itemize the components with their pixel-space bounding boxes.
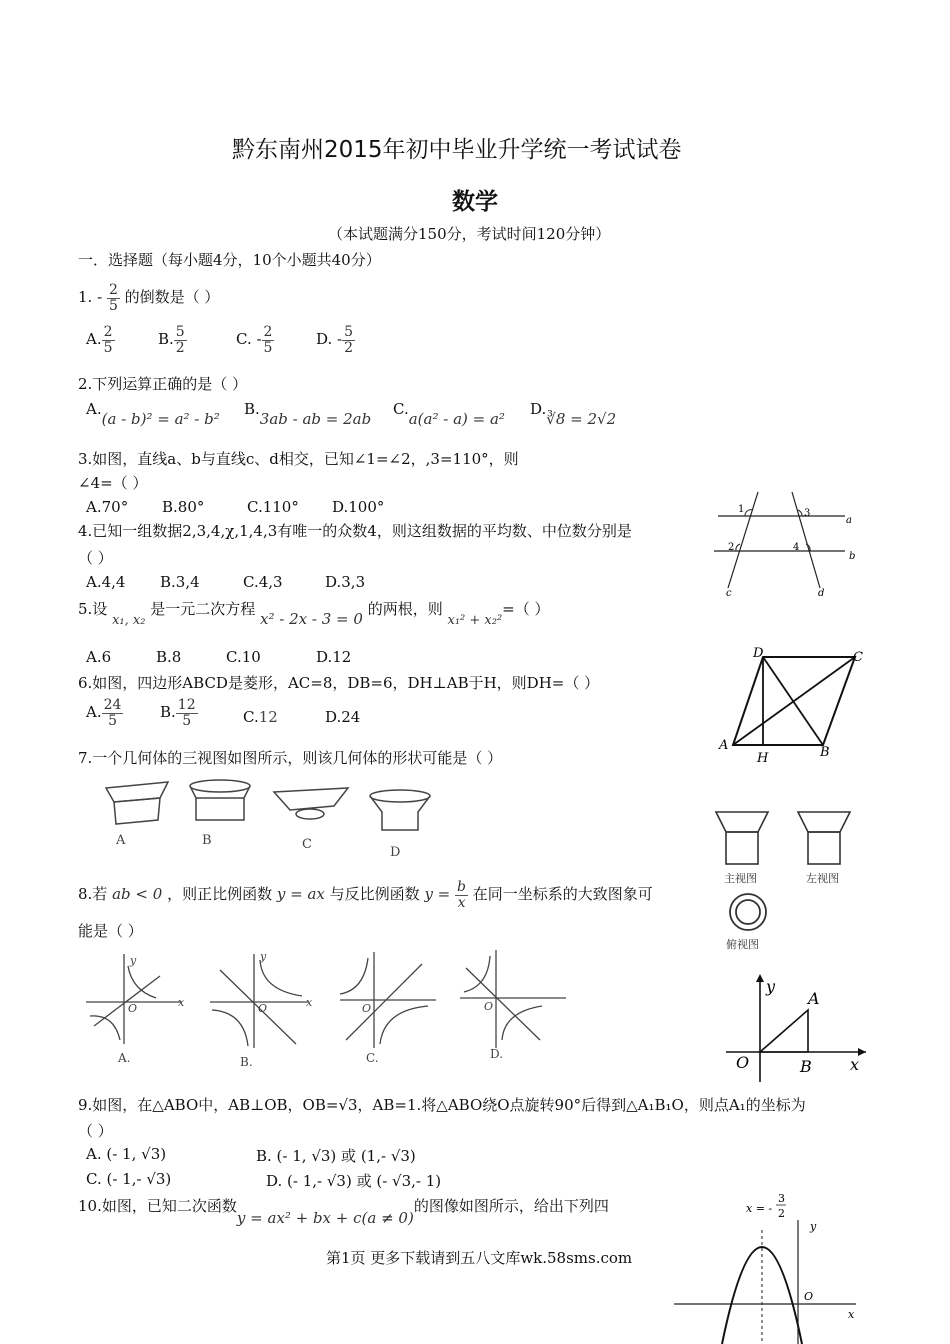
hyperbola-branch-1 [464,956,490,992]
option-label-b: B [202,833,212,848]
hyperbola-branch-1 [260,960,302,996]
frac-den: 5 [108,712,117,729]
top-view-inner-circle [736,900,760,924]
q7-solid-c [274,788,348,819]
top-view-label: 俯视图 [726,938,759,951]
question-8-line2: 能是（ ） [78,922,143,940]
question-3-line2: ∠4=（ ） [78,474,148,492]
q9-option-a: A. (- 1, √3) [86,1145,167,1163]
option-label: A. [86,703,102,722]
q6-option-d [325,708,360,726]
label-c: c [726,588,732,599]
q7-solid-d [370,790,430,830]
option-label: B. [160,703,176,722]
option-value: 12 [258,708,278,726]
q4-option-b: B.3,4 [160,573,200,591]
label-y: y [810,1220,817,1233]
exam-note: （本试题满分150分，考试时间120分钟） [328,225,611,243]
question-4-line1: 4.已知一组数据2,3,4,χ,1,4,3有唯一的众数4，则这组数据的平均数、中位数分别是 [78,522,632,540]
question-2: 2.下列运算正确的是（ ） [78,375,248,393]
section-heading: 一．选择题（每小题4分，10个小题共40分） [78,251,381,269]
hyperbola-branch-2 [212,1010,248,1046]
y-label-b: y [260,950,267,963]
q5-option-c: C.10 [226,648,261,666]
question-9-line1: 9.如图，在△ABO中，AB⊥OB，OB=√3，AB=1.将△ABO绕O点旋转90°后得到△A₁B₁O，则点A₁的坐标为 [78,1096,806,1114]
frac-num: 2 [263,324,273,340]
label-H: H [757,751,769,766]
frac-num: 5 [175,324,185,340]
hyperbola-branch-2 [380,1006,428,1044]
q8-func-lhs: y = [424,885,451,904]
option-fraction [102,698,124,728]
label-A: A [808,989,820,1008]
option-value: 24 [341,708,361,726]
label-1: 1 [738,504,745,515]
label-x: x [848,1308,855,1321]
q8-linear-func: y = ax [276,885,325,904]
axis-num: 3 [778,1192,785,1205]
q5-expr: x₁² + x₂² [447,613,503,628]
q1-option-b [158,325,187,355]
option-fraction [176,698,198,728]
question-8-line1 [78,880,653,910]
q7-solid-b [190,780,250,820]
solid-b-top [190,780,250,792]
q5-roots: x₁, x₂ [112,613,146,628]
q9-option-c: C. (- 1,- √3) [86,1170,172,1188]
hyperbola-branch-2 [90,1016,120,1040]
q2-option-b [244,400,372,428]
q10-text-a: 10.如图，已知二次函数 [78,1197,237,1215]
y-label-a: y [130,954,137,967]
label-4: 4 [793,542,800,553]
q1-option-c [236,325,274,355]
label-b: b [849,551,856,562]
q7-solid-options [98,772,438,862]
top-view [730,894,766,930]
option-expr: 3ab - ab = 2ab [259,410,372,428]
front-view-label: 主视图 [724,872,757,885]
frac-den: 2 [175,339,185,356]
q1-num: 2 [108,282,118,298]
q4-option-c: C.4,3 [243,573,283,591]
q2-option-a [86,400,220,428]
q1-fraction [107,283,120,313]
q6-option-b [160,698,198,728]
origin-label-a: O [128,1002,138,1015]
q5-option-a: A.6 [86,648,112,666]
q8-graph-a [86,954,182,1044]
label-2: 2 [728,542,735,553]
q4-option-d: D.3,3 [325,573,366,591]
q4-option-a: A.4,4 [86,573,126,591]
frac-num: 5 [344,324,354,340]
option-label: D. [530,400,547,418]
page-footer: 第1页 更多下载请到五八文库wk.58sms.com [326,1249,633,1267]
q3-option-d: D.100° [332,498,385,516]
option-label: C. [243,708,259,726]
option-label-a: A [116,833,126,848]
label-C: C [853,650,863,665]
question-3-line1: 3.如图，直线a、b与直线c、d相交，已知∠1=∠2，,3=110°，则 [78,450,519,468]
q5-text-b: 是一元二次方程 [150,600,256,618]
solid-b-body [196,798,244,820]
q3-option-b: B.80° [162,498,205,516]
label-3: 3 [804,508,811,519]
q10-text-b: 的图像如图所示，给出下列四 [413,1197,609,1215]
hyperbola-branch-1 [340,958,368,994]
q10-parabola-figure [672,1190,872,1344]
q6-option-a [86,698,123,728]
option-label-c: C [302,837,312,852]
label-a: a [846,515,852,526]
side-view [798,812,850,864]
label-O: O [804,1290,814,1303]
q1-prefix: 1. - [78,288,103,307]
q8-graph-options [84,944,574,1072]
option-label-d: D. [490,1047,504,1061]
option-label: B. [158,330,174,349]
q9-triangle-figure [722,972,872,1087]
frac-num: 24 [103,697,122,713]
line-d [792,492,820,588]
subject-title: 数学 [452,189,498,215]
label-d: d [818,588,825,599]
q7-solid-a [106,782,168,824]
q8-graph-c [340,952,436,1048]
x-label-b: x [306,996,313,1009]
frac-num: 12 [177,697,196,713]
q9-option-b: B. (- 1, √3) 或 (1,- √3) [256,1147,416,1165]
line-y-ax [466,968,540,1040]
frac-den: 5 [263,339,273,356]
option-label: C. [393,400,409,418]
label-y: y [766,977,776,996]
q5-text-a: 5.设 [78,600,108,618]
label-O: O [736,1053,750,1072]
question-9-line2: （ ） [78,1122,113,1140]
q1-option-a [86,325,115,355]
frac-den: 2 [344,339,354,356]
q5-equation: x² - 2x - 3 = 0 [260,610,363,628]
front-view [716,812,768,864]
q2-option-d [530,400,617,428]
q8-inverse-fraction [455,880,468,910]
front-view-body [726,832,758,864]
q3-option-c: C.110° [247,498,299,516]
question-4-line2: （ ） [78,549,113,567]
question-7: 7.一个几何体的三视图如图所示，则该几何体的形状可能是（ ） [78,749,503,767]
side-view-body [808,832,840,864]
option-label: D. - [316,330,343,349]
solid-b-edge-left [190,786,196,798]
q5-text-d: =（ ） [502,600,550,618]
triangle-abo [760,1010,808,1052]
origin-label-b: O [258,1002,268,1015]
option-expr: (a - b)² = a² - b² [101,410,220,428]
option-label-b: B. [240,1055,253,1069]
origin-label-d: O [484,1000,494,1013]
q2-option-c [393,400,505,428]
option-label: B. [244,400,260,418]
solid-a-top [106,782,168,802]
diagonal-db [763,657,823,745]
q8-graph-b [210,954,308,1048]
label-D: D [753,646,764,661]
line-y-ax [94,976,160,1026]
label-x: x [850,1055,860,1074]
option-label: D. [325,708,342,726]
option-label-c: C. [366,1051,379,1065]
option-label: C. - [236,330,262,349]
q1-option-d [316,325,355,355]
page-title: 黔东南州2015年初中毕业升学统一考试试卷 [232,137,682,163]
side-view-top [798,812,850,832]
option-fraction [342,325,355,355]
q3-option-a: A.70° [86,498,129,516]
option-expr: a(a² - a) = a² [408,410,505,428]
q7-three-views [712,808,862,953]
solid-d-body [370,796,430,830]
question-10 [78,1195,609,1227]
option-label-a: A. [118,1051,131,1065]
y-arrow [756,974,764,982]
x-arrow [858,1048,866,1056]
label-B: B [820,745,830,760]
solid-c-base [296,809,324,819]
q5-text-c: 的两根，则 [367,600,443,618]
q8-condition: ab < 0 [112,885,163,904]
q10-quadratic: y = ax² + bx + c(a ≠ 0) [236,1209,414,1227]
solid-d-top [370,790,430,802]
question-5 [78,598,550,628]
option-label: A. [86,330,102,349]
q8-text-c: 与反比例函数 [329,885,420,904]
q8-graph-d [460,950,566,1048]
frac-den: 5 [103,339,113,356]
option-expr: ∛8 = 2√2 [546,410,617,428]
option-label-d: D [390,845,401,860]
label-B: B [800,1057,812,1076]
frac-den: 5 [182,712,192,729]
frac-den: x [457,894,466,911]
question-6: 6.如图，四边形ABCD是菱形，AC=8，DB=6，DH⊥AB于H，则DH=（ ） [78,674,600,692]
option-fraction [262,325,275,355]
x-label-a: x [178,996,185,1009]
side-view-label: 左视图 [806,872,839,885]
q6-rhombus-figure [715,645,875,765]
front-view-top [716,812,768,832]
option-fraction [174,325,187,355]
solid-c-top [274,788,348,810]
option-fraction [102,325,115,355]
q1-den: 5 [108,297,118,314]
question-1 [78,283,219,313]
solid-a-body [114,798,160,824]
q9-option-d: D. (- 1,- √3) 或 (- √3,- 1) [266,1172,442,1190]
origin-label-c: O [362,1002,372,1015]
frac-num: 2 [103,324,113,340]
q6-option-c [243,708,278,726]
label-A: A [719,738,729,753]
frac-num: b [457,879,466,895]
option-label: A. [86,400,102,418]
q8-text-a: 8.若 [78,885,108,904]
q1-suffix: 的倒数是（ ） [124,288,220,307]
q8-text-d: 在同一坐标系的大致图象可 [472,885,653,904]
solid-b-edge-right [244,786,250,798]
q5-option-d: D.12 [316,648,352,666]
axis-den: 2 [778,1207,785,1220]
q8-text-b: ，则正比例函数 [167,885,273,904]
q5-option-b: B.8 [156,648,182,666]
q3-lines-figure [710,488,860,603]
axis-of-symmetry-label: x = - [746,1202,773,1215]
